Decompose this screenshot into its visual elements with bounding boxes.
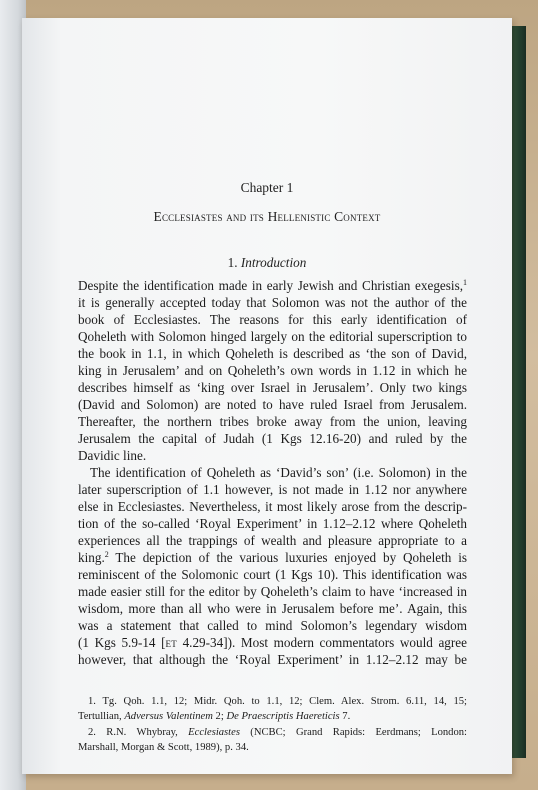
paragraph-line: Davidic line.: [78, 448, 147, 463]
section-heading: [22, 255, 512, 271]
section-number: 1.: [227, 255, 238, 270]
paragraph-line: king in Jerusalem’ and on Qoheleth’s own words in 1.12 in which he: [78, 363, 467, 378]
paragraph-line: the book in 1.1, in which Qoheleth is described as ‘the son of David,: [78, 346, 467, 361]
footnote-ref-1: 1: [463, 278, 467, 287]
section-title: Introduction: [240, 255, 307, 270]
paragraph-line: wisdom, more than all who were in Jerusalem before me’. Again, this: [78, 601, 467, 616]
paragraph-line: Qoheleth with Solomon hinged largely on the editorial superscription to: [78, 329, 467, 344]
paragraph-line: Thereafter, the northern tribes broke away from the union, leaving: [78, 414, 467, 429]
paragraph-line: (David and Solomon) are noted to have ruled Israel from Jerusalem.: [78, 397, 467, 412]
chapter-label: Chapter 1: [240, 180, 294, 195]
paragraph-line: Despite the identification made in early Jewish and Christian exegesis,$^1$: [78, 278, 467, 293]
paragraph-line: (1 Kgs 5.9-14 [et 4.29-34]). Most modern commentators would agree: [78, 635, 467, 650]
paragraph-line: tion of the so-called ‘Royal Experiment’ in 1.12–2.12 where Qoheleth: [78, 516, 467, 531]
paragraph-line: The identification of Qoheleth as ‘David’s son’ (i.e. Solomon) in the: [90, 465, 467, 480]
paragraph-line: king.$^2$ The depiction of the various luxuries enjoyed by Qoheleth is: [78, 550, 467, 565]
footnote-1-continued: Tertullian, Adversus Valentinem 2; De Praescriptis Haereticis 7.: [78, 711, 351, 722]
paragraph-line: reminiscent of the Solomonic court (1 Kgs 10). This identification was: [78, 567, 467, 582]
chapter-title: Ecclesiastes and its Hellenistic Context: [153, 209, 381, 224]
paragraph-line: it is generally accepted today that Solomon was not the author of the: [78, 295, 467, 310]
footnote-1: 1. Tg. Qoh. 1.1, 12; Midr. Qoh. to 1.1, 12; Clem. Alex. Strom. 6.11, 14, 15;: [88, 696, 467, 707]
paragraph-line: was a statement that called to mind Solomon’s legendary wisdom: [78, 618, 467, 633]
footnote-2: 2. R.N. Whybray, Ecclesiastes (NCBC; Grand Rapids: Eerdmans; London:: [88, 727, 467, 738]
paragraph-line: later superscription of 1.1 however, is not made in 1.12 nor anywhere: [78, 482, 467, 497]
footnote-ref-2: 2: [104, 550, 109, 559]
paragraph-line: Jerusalem the capital of Judah (1 Kgs 12.16-20) and ruled by the: [78, 431, 467, 446]
paragraph-line: made easier still for the editor by Qoheleth’s claim to have ‘increased in: [78, 584, 467, 599]
paragraph-line: experiences all the trappings of wealth and pleasure appropriate to a: [78, 533, 467, 548]
paragraph-line: else in Ecclesiastes. Nevertheless, it most likely arose from the descrip-: [78, 499, 467, 514]
book-page: [22, 18, 512, 774]
paragraph-line: however, that although the ‘Royal Experiment’ in 1.12–2.12 may be: [78, 652, 467, 667]
paragraph-line: describes himself as ‘king over Israel in Jerusalem’. Only two kings: [78, 380, 467, 395]
footnote-2-continued: Marshall, Morgan & Scott, 1989), p. 34.: [78, 742, 249, 753]
paragraph-line: book of Ecclesiastes. The reasons for this early identification of: [78, 312, 467, 327]
